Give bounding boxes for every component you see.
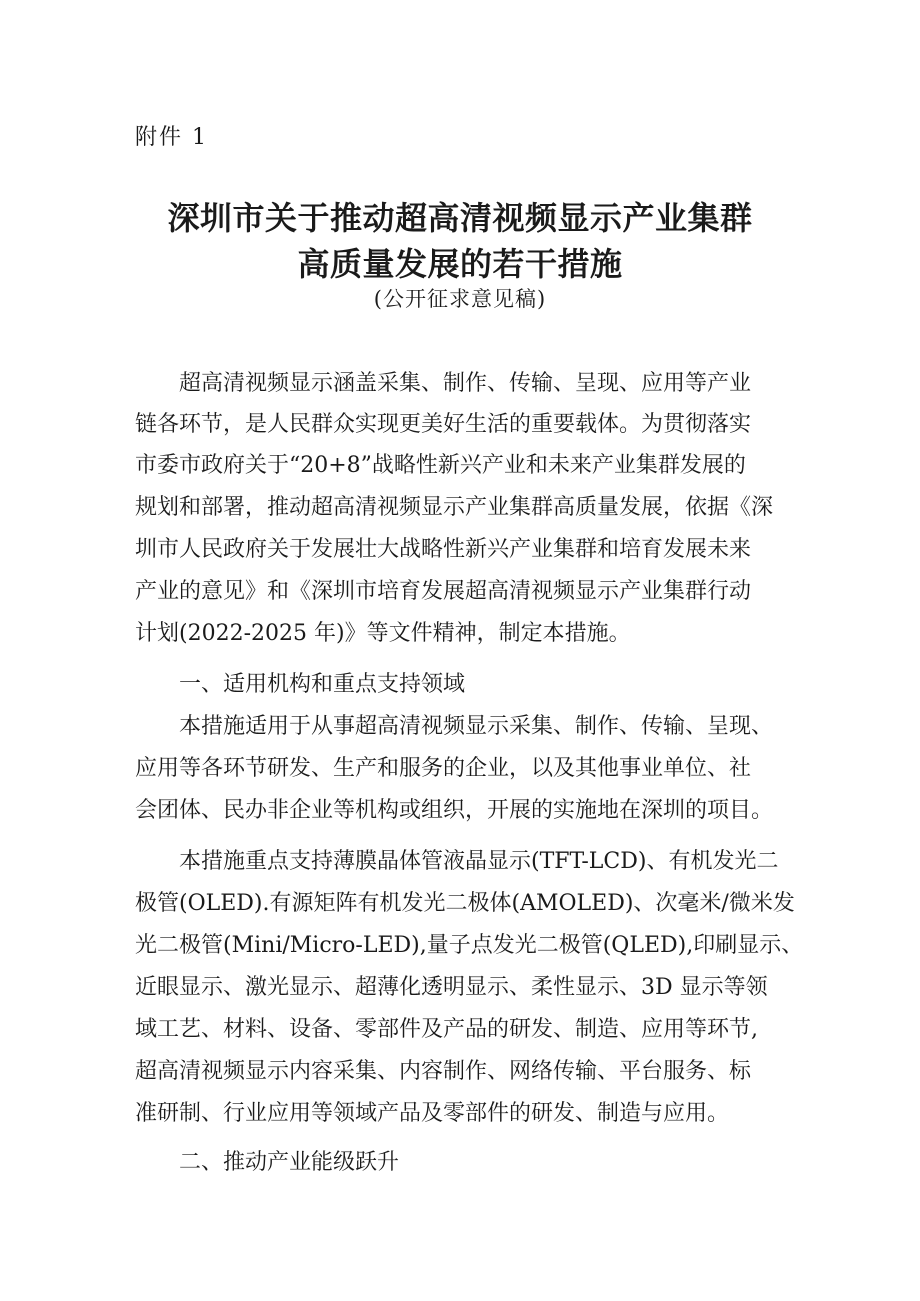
document-title-line-1: 深圳市关于推动超高清视频显示产业集群	[167, 199, 753, 237]
body-paragraph-line: 域工艺、材料、设备、零部件及产品的研发、制造、应用等环节,	[135, 1017, 758, 1042]
body-paragraph-line: 圳市人民政府关于发展壮大战略性新兴产业集群和培育发展未来	[135, 537, 752, 562]
body-paragraph-line: 产业的意见》和《深圳市培育发展超高清视频显示产业集群行动	[135, 579, 752, 604]
body-paragraph-line: 应用等各环节研发、生产和服务的企业，以及其他事业单位、社	[135, 756, 752, 781]
section-heading: 一、适用机构和重点支持领域	[135, 672, 466, 697]
body-paragraph-line: 链各环节，是人民群众实现更美好生活的重要载体。为贯彻落实	[135, 412, 752, 437]
body-paragraph-line: 会团体、民办非企业等机构或组织，开展的实施地在深圳的项目。	[135, 798, 774, 823]
body-paragraph-line: 本措施适用于从事超高清视频显示采集、制作、传输、呈现、	[135, 714, 774, 739]
body-paragraph-line: 超高清视频显示涵盖采集、制作、传输、呈现、应用等产业	[135, 371, 752, 396]
body-paragraph-line: 规划和部署，推动超高清视频显示产业集群高质量发展，依据《深	[135, 495, 774, 520]
section-heading: 二、推动产业能级跃升	[135, 1150, 400, 1175]
body-paragraph-line: 计划(2022-2025 年)》等文件精神，制定本措施。	[135, 621, 631, 646]
body-paragraph-line: 极管(OLED).有源矩阵有机发光二极体(AMOLED)、次毫米/微米发	[135, 891, 795, 916]
body-paragraph-line: 超高清视频显示内容采集、内容制作、网络传输、平台服务、标	[135, 1059, 752, 1084]
body-paragraph-line: 近眼显示、激光显示、超薄化透明显示、柔性显示、3D 显示等领	[135, 975, 768, 1000]
body-paragraph-line: 市委市政府关于“20+8”战略性新兴产业和未来产业集群发展的	[135, 453, 746, 478]
body-paragraph-line: 准研制、行业应用等领域产品及零部件的研发、制造与应用。	[135, 1101, 730, 1126]
body-paragraph-line: 光二极管(Mini/Micro-LED),量子点发光二极管(QLED),印刷显示、	[135, 933, 804, 958]
attachment-label: 附件 1	[135, 125, 208, 150]
document-title-line-2: 高质量发展的若干措施	[297, 245, 623, 283]
document-subtitle: (公开征求意见稿)	[373, 287, 547, 311]
body-paragraph-line: 本措施重点支持薄膜晶体管液晶显示(TFT-LCD)、有机发光二	[135, 849, 779, 874]
